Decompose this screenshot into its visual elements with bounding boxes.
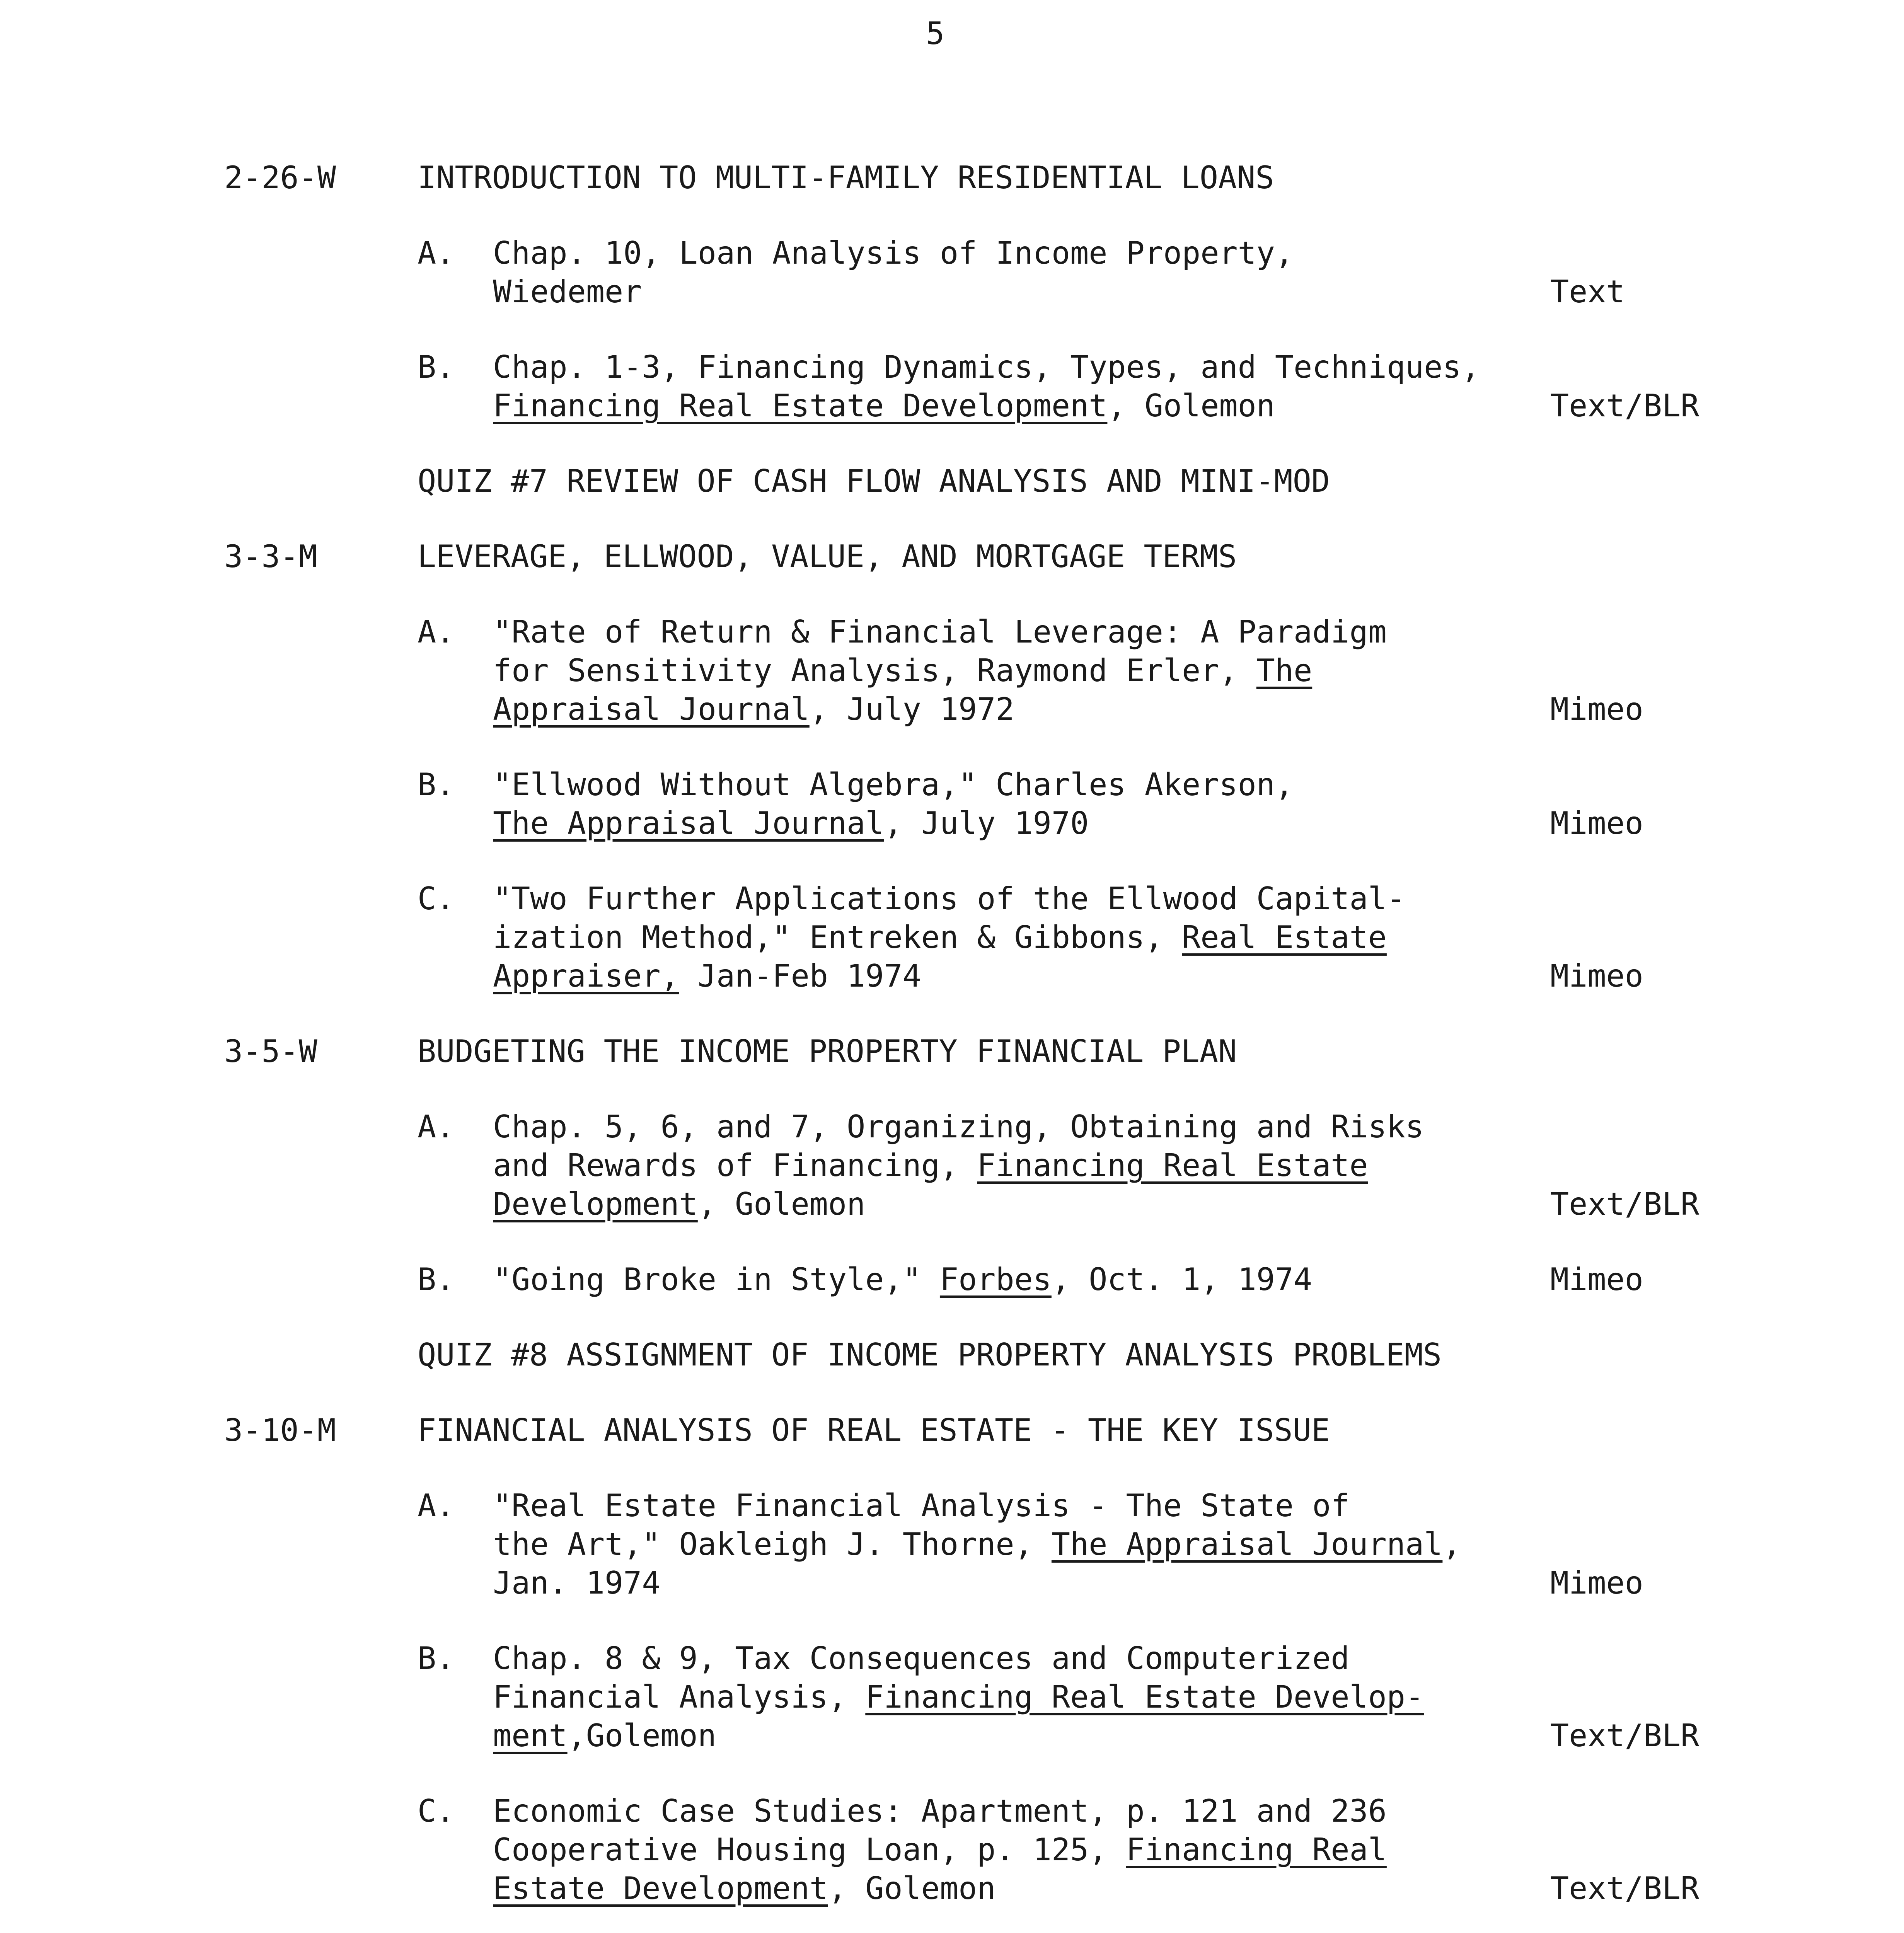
underlined-title: The Appraisal Journal (1051, 1526, 1443, 1562)
underlined-title: Real Estate (1182, 919, 1387, 955)
session-list (0, 159, 1904, 1933)
session-header (0, 1032, 1904, 1071)
reading-citation (493, 1260, 1517, 1299)
material-type: Text/BLR (1550, 388, 1699, 424)
session-title: INTRODUCTION TO MULTI-FAMILY RESIDENTIAL LOANS (418, 160, 1274, 196)
reading-item (0, 1639, 1904, 1755)
reading-label: C. (418, 1793, 455, 1829)
material-type: Mimeo (1550, 1261, 1643, 1297)
underlined-title: Appraisal Journal (493, 691, 810, 727)
citation-text: "Rate of Return & Financial Leverage: A Paradigm (493, 614, 1387, 650)
reading-citation (493, 1792, 1517, 1908)
session-entry (0, 1032, 1904, 1374)
material-type: Mimeo (1550, 958, 1643, 994)
underlined-title: Financing Real Estate Develop- (865, 1679, 1424, 1715)
citation-text: Chap. 10, Loan Analysis of Income Property, (493, 235, 1294, 271)
session-title: BUDGETING THE INCOME PROPERTY FINANCIAL PLAN (418, 1033, 1237, 1069)
underlined-title: Financing Real (1126, 1832, 1387, 1868)
material-type: Text/BLR (1550, 1186, 1699, 1222)
citation-text: Financial Analysis, (493, 1679, 866, 1715)
session-header (0, 159, 1904, 197)
reading-citation (493, 765, 1517, 843)
citation-text: Chap. 1-3, Financing Dynamics, Types, and Techniques, (493, 349, 1480, 385)
reading-item (0, 880, 1904, 995)
quiz-line: QUIZ #8 ASSIGNMENT OF INCOME PROPERTY ANALYSIS PROBLEMS (418, 1337, 1442, 1373)
citation-text: Wiedemer (493, 274, 642, 310)
citation-text: , Golemon (697, 1186, 866, 1222)
underlined-title: Estate Development (493, 1870, 828, 1906)
underlined-title: Forbes (939, 1261, 1052, 1297)
citation-text: the Art," Oakleigh J. Thorne, (493, 1526, 1052, 1562)
reading-citation (493, 880, 1517, 995)
citation-text: , July 1972 (809, 691, 1014, 727)
underlined-title: Financing Real Estate (977, 1147, 1368, 1183)
reading-label: A. (418, 614, 455, 650)
page-number: 5 (926, 15, 945, 51)
underlined-title: ment (493, 1718, 568, 1754)
reading-item (0, 613, 1904, 729)
reading-label: B. (418, 767, 455, 803)
reading-label: A. (418, 1109, 455, 1145)
reading-citation (493, 348, 1517, 425)
citation-text: Chap. 8 & 9, Tax Consequences and Computerized (493, 1640, 1350, 1676)
reading-label: A. (418, 235, 455, 271)
citation-text: Cooperative Housing Loan, p. 125, (493, 1832, 1126, 1868)
material-type: Mimeo (1550, 805, 1643, 841)
material-type: Text/BLR (1550, 1870, 1699, 1906)
reading-item (0, 1260, 1904, 1299)
citation-text: , Golemon (1107, 388, 1275, 424)
citation-text: , (1442, 1526, 1461, 1562)
session-entry (0, 159, 1904, 501)
session-date: 3-10-M (224, 1412, 336, 1448)
session-title: LEVERAGE, ELLWOOD, VALUE, AND MORTGAGE TERMS (418, 539, 1237, 574)
reading-citation (493, 613, 1517, 729)
citation-text: Jan-Feb 1974 (679, 958, 921, 994)
reading-item (0, 348, 1904, 425)
session-date: 2-26-W (224, 160, 336, 196)
reading-label: B. (418, 349, 455, 385)
citation-text: , July 1970 (884, 805, 1089, 841)
citation-text: and Rewards of Financing, (493, 1147, 977, 1183)
session-header (0, 1411, 1904, 1450)
reading-label: C. (418, 881, 455, 917)
citation-text: Economic Case Studies: Apartment, p. 121 and 236 (493, 1793, 1387, 1829)
underlined-title: Appraiser, (493, 958, 679, 994)
reading-item (0, 1108, 1904, 1224)
citation-text: ,Golemon (567, 1718, 716, 1754)
reading-label: B. (418, 1261, 455, 1297)
material-type: Text (1550, 274, 1625, 310)
reading-citation (493, 1639, 1517, 1755)
citation-text: "Two Further Applications of the Ellwood Capital- (493, 881, 1406, 917)
session-entry (0, 537, 1904, 995)
citation-text: Chap. 5, 6, and 7, Organizing, Obtaining and Risks (493, 1109, 1424, 1145)
underlined-title: Financing Real Estate Development (493, 388, 1108, 424)
reading-item (0, 1486, 1904, 1602)
reading-label: A. (418, 1488, 455, 1524)
session-title: FINANCIAL ANALYSIS OF REAL ESTATE - THE KEY ISSUE (418, 1412, 1330, 1448)
reading-item (0, 1792, 1904, 1908)
citation-text: , Oct. 1, 1974 (1051, 1261, 1313, 1297)
reading-citation (493, 1108, 1517, 1224)
reading-item (0, 234, 1904, 311)
reading-citation (493, 234, 1517, 311)
material-type: Text/BLR (1550, 1718, 1699, 1754)
reading-label: B. (418, 1640, 455, 1676)
underlined-title: Development (493, 1186, 698, 1222)
reading-item (0, 765, 1904, 843)
session-date: 3-5-W (224, 1033, 317, 1069)
citation-text: , Golemon (828, 1870, 996, 1906)
citation-text: "Going Broke in Style," (493, 1261, 940, 1297)
quiz-line: QUIZ #7 REVIEW OF CASH FLOW ANALYSIS AND MINI-MOD (418, 463, 1330, 499)
reading-citation (493, 1486, 1517, 1602)
material-type: Mimeo (1550, 691, 1643, 727)
citation-text: "Ellwood Without Algebra," Charles Akerson, (493, 767, 1294, 803)
citation-text: for Sensitivity Analysis, Raymond Erler, (493, 653, 1256, 689)
underlined-title: The (1256, 653, 1313, 689)
session-header (0, 537, 1904, 576)
material-type: Mimeo (1550, 1565, 1643, 1601)
session-entry (0, 1411, 1904, 1908)
citation-text: ization Method," Entreken & Gibbons, (493, 919, 1182, 955)
underlined-title: The Appraisal Journal (493, 805, 884, 841)
citation-text: "Real Estate Financial Analysis - The State of (493, 1488, 1350, 1524)
citation-text: Jan. 1974 (493, 1565, 661, 1601)
session-date: 3-3-M (224, 539, 317, 574)
